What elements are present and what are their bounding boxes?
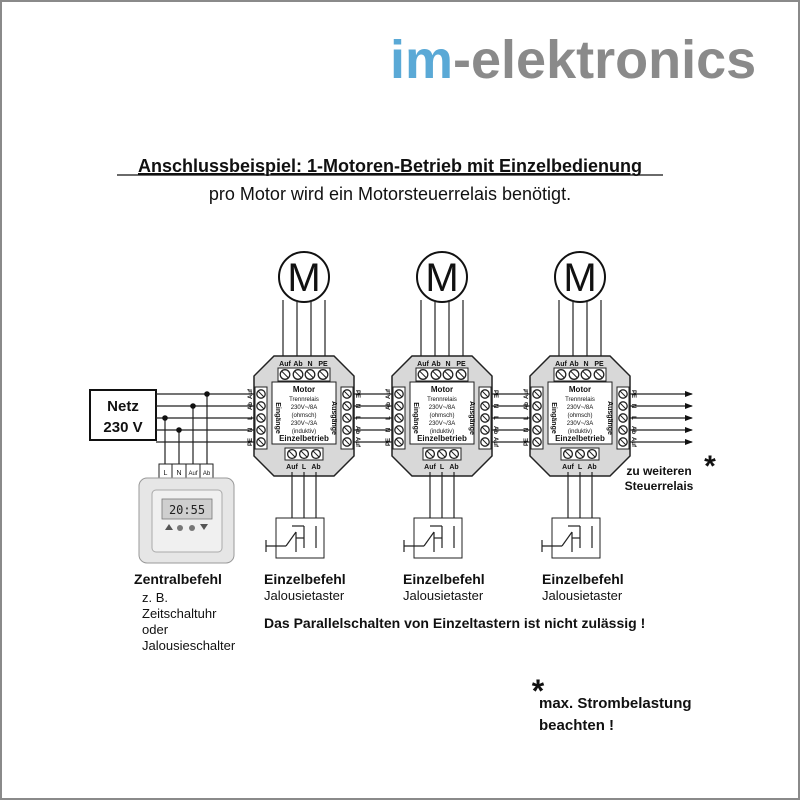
netz-voltage: 230 V	[103, 419, 143, 436]
logo-dash: -	[453, 30, 472, 90]
relay-right-terminal-2: Auf	[492, 437, 498, 447]
relay-right-terminal-2: Ab	[492, 426, 498, 434]
zentral-terminal-l: L	[163, 470, 168, 477]
relay-right-terminal-3: L	[630, 416, 636, 420]
relay-left-terminal-2: Auf	[386, 389, 392, 399]
relay-top-terminal-1: Ab	[293, 361, 303, 368]
relay-right-terminal-1: Auf	[354, 437, 360, 447]
zentral-terminal-n: N	[176, 470, 182, 477]
relay-spec-line-2: 230V~/8A	[428, 405, 456, 411]
relay-inputs-label-2: Eingänge	[412, 402, 419, 434]
zentral-device	[139, 478, 234, 563]
relay-right-terminal-1: L	[354, 416, 360, 420]
relay-bottom-terminal-3: L	[577, 464, 583, 471]
relay-right-terminal-3: N	[630, 403, 636, 409]
relay-module-1	[248, 252, 360, 558]
relay-title-2: Motor	[430, 385, 454, 394]
zentral-line-2: Zeitschaltuhr	[142, 606, 217, 621]
relay-top-terminal-2: PE	[456, 361, 466, 368]
relay-spec-line-1: 230V~/8A	[290, 405, 318, 411]
relay-top-terminal-2: N	[445, 361, 451, 368]
relay-spec-line-3: (induktiv)	[567, 429, 593, 435]
einzel-sub-3: Jalousietaster	[542, 588, 623, 603]
relay-top-terminal-3: Ab	[569, 361, 579, 368]
relay-left-terminal-3: Ab	[524, 402, 530, 410]
relay-bottom-terminal-1: L	[301, 464, 307, 471]
relay-top-terminal-1: Auf	[279, 361, 291, 368]
zentral-label: Zentralbefehl	[134, 571, 222, 587]
relay-spec-line-3: Trennrelais	[565, 397, 595, 403]
einzel-switch-3	[542, 518, 600, 558]
zentral-line-4: Jalousieschalter	[142, 638, 236, 653]
einzel-label-2: Einzelbefehl	[403, 571, 485, 587]
relay-mode-1: Einzelbetrieb	[279, 434, 329, 443]
wiring-diagram	[2, 2, 800, 802]
relay-left-terminal-3: N	[524, 427, 530, 433]
relay-bottom-terminal-3: Ab	[587, 464, 597, 471]
relay-left-terminal-2: Ab	[386, 402, 392, 410]
relay-spec-line-1: (induktiv)	[291, 429, 317, 435]
relay-spec-line-1: (ohmsch)	[291, 413, 317, 419]
relay-right-terminal-1: N	[354, 403, 360, 409]
relay-mode-3: Einzelbetrieb	[555, 434, 605, 443]
relay-spec-line-1: Trennrelais	[289, 397, 319, 403]
relay-modules	[248, 252, 636, 558]
relay-left-terminal-2: L	[386, 416, 392, 420]
relay-top-terminal-2: Ab	[431, 361, 441, 368]
relay-bottom-terminal-2: Auf	[424, 464, 436, 471]
relay-right-terminal-3: Auf	[630, 437, 636, 447]
relay-bottom-terminal-2: Ab	[449, 464, 459, 471]
warning-text: Das Parallelschalten von Einzeltastern ist nicht zulässig !	[264, 615, 646, 631]
relay-bottom-terminal-3: Auf	[562, 464, 574, 471]
relay-top-terminal-1: N	[307, 361, 313, 368]
relay-left-terminal-1: N	[248, 427, 254, 433]
relay-bottom-terminal-2: L	[439, 464, 445, 471]
footnote-line-2: beachten !	[539, 717, 615, 734]
einzel-sub-1: Jalousietaster	[264, 588, 345, 603]
relay-bottom-terminal-1: Auf	[286, 464, 298, 471]
relay-spec-line-2: (induktiv)	[429, 429, 455, 435]
zentral-terminal-block	[159, 464, 213, 478]
einzel-label-3: Einzelbefehl	[542, 571, 624, 587]
relay-inputs-label-1: Eingänge	[274, 402, 281, 434]
zentral-line-3: oder	[142, 622, 169, 637]
relay-left-terminal-2: PE	[386, 437, 392, 447]
relay-inputs-label-3: Eingänge	[550, 402, 557, 434]
relay-spec-line-2: Trennrelais	[427, 397, 457, 403]
relay-top-terminal-2: Auf	[417, 361, 429, 368]
relay-right-terminal-1: Ab	[354, 426, 360, 434]
zentral-terminal-auf: Auf	[188, 471, 198, 477]
mains-supply	[90, 390, 156, 440]
relay-outputs-label-1: Ausgänge	[330, 401, 337, 435]
relay-left-terminal-2: N	[386, 427, 392, 433]
relay-right-terminal-3: Ab	[630, 426, 636, 434]
button-icon	[189, 525, 195, 531]
relay-spec-line-3: 230V~/3A	[566, 421, 594, 427]
further-line-1: zu weiteren	[626, 464, 692, 478]
page-subtitle: pro Motor wird ein Motorsteuerrelais benötigt.	[208, 184, 572, 204]
asterisk-icon: *	[704, 450, 716, 483]
motor-label-1: M	[287, 256, 321, 300]
relay-left-terminal-1: Auf	[248, 389, 254, 399]
relay-top-terminal-1: PE	[318, 361, 328, 368]
footnote-line-1: max. Strombelastung	[539, 695, 692, 712]
zentral-line-1: z. B.	[142, 590, 169, 605]
logo-im: im	[390, 30, 454, 90]
relay-spec-line-2: 230V~/3A	[428, 421, 456, 427]
relay-title-3: Motor	[568, 385, 592, 394]
relay-right-terminal-2: PE	[492, 389, 498, 399]
relay-spec-line-3: 230V~/8A	[566, 405, 594, 411]
einzel-switch-2	[404, 518, 462, 558]
relay-left-terminal-3: Auf	[524, 389, 530, 399]
logo-rest: elektronics	[471, 30, 757, 90]
motor-label-3: M	[563, 256, 597, 300]
relay-top-terminal-3: N	[583, 361, 589, 368]
relay-outputs-label-2: Ausgänge	[468, 401, 475, 435]
timer-display-value: 20:55	[168, 503, 206, 517]
zentral-wiring	[162, 391, 210, 464]
netz-label: Netz	[107, 398, 139, 415]
einzel-label-1: Einzelbefehl	[264, 571, 346, 587]
relay-outputs-label-3: Ausgänge	[606, 401, 613, 435]
relay-right-terminal-2: N	[492, 403, 498, 409]
einzel-switch-1	[266, 518, 324, 558]
further-line-2: Steuerrelais	[624, 479, 694, 493]
relay-right-terminal-3: PE	[630, 389, 636, 399]
relay-title-1: Motor	[292, 385, 316, 394]
relay-left-terminal-3: PE	[524, 437, 530, 447]
relay-module-3	[524, 252, 636, 558]
relay-bottom-terminal-1: Ab	[311, 464, 321, 471]
relay-spec-line-1: 230V~/3A	[290, 421, 318, 427]
page-title: Anschlussbeispiel: 1-Motoren-Betrieb mit Einzelbedienung	[137, 156, 643, 176]
relay-right-terminal-2: L	[492, 416, 498, 420]
relay-module-2	[386, 252, 498, 558]
relay-left-terminal-1: L	[248, 416, 254, 420]
zentral-terminal-ab: Ab	[202, 471, 211, 477]
relay-spec-line-3: (ohmsch)	[567, 413, 593, 419]
relay-right-terminal-1: PE	[354, 389, 360, 399]
relay-left-terminal-1: PE	[248, 437, 254, 447]
footnote-asterisk-icon: *	[531, 673, 545, 709]
einzel-sub-2: Jalousietaster	[403, 588, 484, 603]
relay-top-terminal-3: PE	[594, 361, 604, 368]
relay-left-terminal-1: Ab	[248, 402, 254, 410]
relay-top-terminal-3: Auf	[555, 361, 567, 368]
button-icon	[177, 525, 183, 531]
logo	[390, 30, 756, 90]
relay-spec-line-2: (ohmsch)	[429, 413, 455, 419]
relay-left-terminal-3: L	[524, 416, 530, 420]
relay-mode-2: Einzelbetrieb	[417, 434, 467, 443]
motor-label-2: M	[425, 256, 459, 300]
